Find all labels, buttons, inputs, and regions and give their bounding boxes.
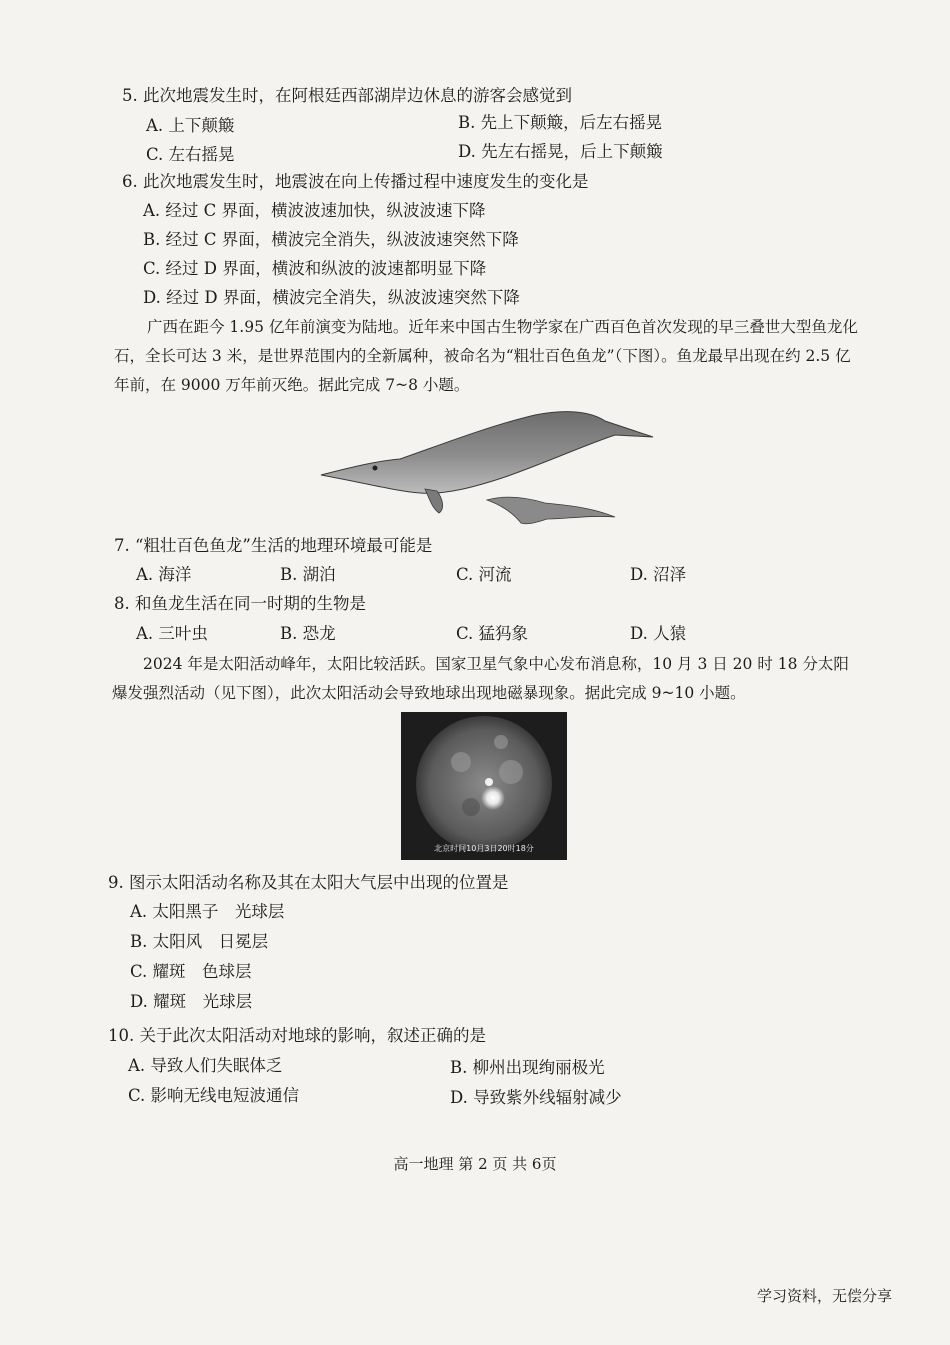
q5-option-d: D. 先左右摇晃，后上下颠簸 bbox=[458, 142, 663, 161]
sun-image-caption: 北京时间10月3日20时18分 bbox=[434, 844, 534, 853]
q6-option-b: B. 经过 C 界面，横波完全消失，纵波波速突然下降 bbox=[143, 230, 519, 249]
q9-stem: 9. 图示太阳活动名称及其在太阳大气层中出现的位置是 bbox=[108, 873, 509, 892]
q8-option-d: D. 人猿 bbox=[630, 624, 687, 643]
q8-option-b: B. 恐龙 bbox=[280, 624, 336, 643]
passage-solar-activity: 2024 年是太阳活动峰年，太阳比较活跃。国家卫星气象中心发布消息称，10 月 3 日 20 时 18 分太阳爆发强烈活动（见下图），此次太阳活动会导致地球出现地磁暴现象。据此完成 9~10 小题。 bbox=[112, 655, 849, 702]
q8-option-a: A. 三叶虫 bbox=[136, 624, 208, 643]
large-ichthyosaur bbox=[321, 412, 653, 494]
q10-option-b: B. 柳州出现绚丽极光 bbox=[450, 1058, 605, 1077]
q7-option-b: B. 湖泊 bbox=[280, 565, 336, 584]
q6-option-a: A. 经过 C 界面，横波波速加快，纵波波速下降 bbox=[143, 201, 486, 220]
q9-option-b: B. 太阳风 日冕层 bbox=[130, 932, 269, 951]
q8-option-c: C. 猛犸象 bbox=[456, 624, 529, 643]
q10-option-c: C. 影响无线电短波通信 bbox=[128, 1086, 300, 1105]
q7-stem: 7. “粗壮百色鱼龙”生活的地理环境最可能是 bbox=[114, 536, 433, 555]
q9-option-c: C. 耀斑 色球层 bbox=[130, 962, 252, 981]
q5-option-a: A. 上下颠簸 bbox=[146, 116, 235, 135]
q9-option-d: D. 耀斑 光球层 bbox=[130, 992, 253, 1011]
q7-option-c: C. 河流 bbox=[456, 565, 512, 584]
share-watermark: 学习资料，无偿分享 bbox=[756, 1287, 892, 1305]
q7-option-a: A. 海洋 bbox=[136, 565, 192, 584]
page-footer: 高一地理 第 2 页 共 6页 bbox=[393, 1155, 557, 1173]
q10-option-d: D. 导致紫外线辐射减少 bbox=[450, 1088, 622, 1107]
small-ichthyosaur bbox=[487, 497, 615, 524]
q7-option-d: D. 沼泽 bbox=[630, 565, 687, 584]
q8-stem: 8. 和鱼龙生活在同一时期的生物是 bbox=[114, 594, 366, 613]
sun-image bbox=[401, 712, 567, 860]
q6-option-c: C. 经过 D 界面，横波和纵波的波速都明显下降 bbox=[143, 259, 487, 278]
q10-stem: 10. 关于此次太阳活动对地球的影响，叙述正确的是 bbox=[108, 1026, 486, 1045]
sun-disk-graphic bbox=[401, 712, 567, 860]
q6-stem: 6. 此次地震发生时，地震波在向上传播过程中速度发生的变化是 bbox=[122, 172, 589, 191]
q10-option-a: A. 导致人们失眠体乏 bbox=[128, 1056, 283, 1075]
q5-option-b: B. 先上下颠簸，后左右摇晃 bbox=[458, 113, 663, 132]
q5-option-c: C. 左右摇晃 bbox=[146, 145, 235, 164]
q9-option-a: A. 太阳黑子 光球层 bbox=[130, 902, 285, 921]
q5-stem: 5. 此次地震发生时，在阿根廷西部湖岸边休息的游客会感觉到 bbox=[122, 86, 572, 105]
solar-flare bbox=[481, 786, 505, 810]
passage-ichthyosaur: 广西在距今 1.95 亿年前演变为陆地。近年来中国古生物学家在广西百色首次发现的早三叠世大型鱼龙化石，全长可达 3 米，是世界范围内的全新属种，被命名为“粗壮百色鱼龙”（下图）。鱼龙最早出现在约 2.5 亿年前，在 9000 万年前灭绝。据此完成 7~8 小题。 bbox=[114, 318, 858, 394]
q6-option-d: D. 经过 D 界面，横波完全消失，纵波波速突然下降 bbox=[143, 288, 520, 307]
ichthyosaur-illustration bbox=[315, 405, 660, 527]
